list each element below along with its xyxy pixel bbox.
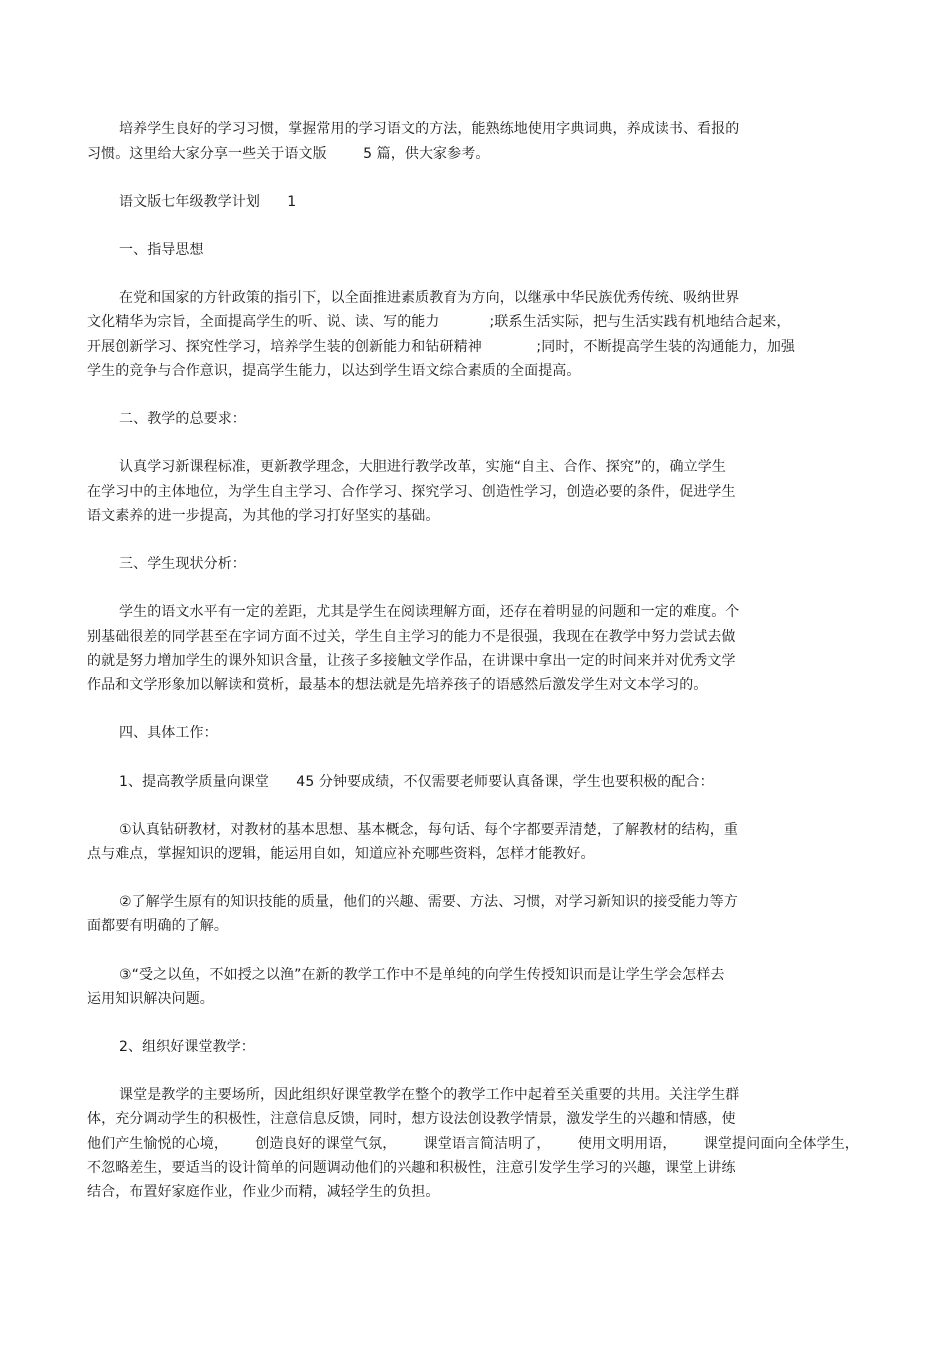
paragraph-line: 语文素养的进一步提高，为其他的学习打好坚实的基础。	[87, 508, 440, 524]
paragraph-line: 他们产生愉悦的心境， 创造良好的课堂气氛， 课堂语言简洁明了， 使用文明用语， 课堂提问面向全体学生，	[87, 1136, 859, 1152]
paragraph-line: 文化精华为宗旨，全面提高学生的听、说、读、写的能力 ;联系生活实际，把与生活实践有机地结合起来，	[87, 314, 791, 330]
work-item-2-heading: 2、组织好课堂教学：	[119, 1039, 255, 1055]
paragraph-line: ②了解学生原有的知识技能的质量，他们的兴趣、需要、方法、习惯，对学习新知识的接受能力等方	[119, 894, 738, 910]
section-heading-1: 一、指导思想	[119, 242, 204, 258]
section-heading-4: 四、具体工作：	[119, 725, 218, 741]
paragraph-line: 在学习中的主体地位，为学生自主学习、合作学习、探究学习、创造性学习，创造必要的条件，促进学生	[87, 484, 736, 500]
paragraph-line: 面都要有明确的了解。	[87, 918, 228, 934]
paragraph-line: 认真学习新课程标准，更新教学理念，大胆进行教学改革，实施“自主、合作、探究”的，确立学生	[119, 459, 726, 475]
paragraph-line: 不忽略差生，要适当的设计简单的问题调动他们的兴趣和积极性，注意引发学生学习的兴趣，课堂上讲练	[87, 1160, 736, 1176]
paragraph-line: 结合，布置好家庭作业，作业少而精，减轻学生的负担。	[87, 1184, 440, 1200]
paragraph-line: 体，充分调动学生的积极性，注意信息反馈，同时，想方设法创设教学情景，激发学生的兴趣和情感，使	[87, 1111, 736, 1127]
paragraph-line: 别基础很差的同学甚至在字词方面不过关，学生自主学习的能力不是很强，我现在在教学中努力尝试去做	[87, 629, 736, 645]
paragraph-line: 开展创新学习、探究性学习，培养学生装的创新能力和钻研精神 ;同时，不断提高学生装的沟通能力，加强	[87, 339, 796, 355]
paragraph-line: 学生的语文水平有一定的差距，尤其是学生在阅读理解方面，还存在着明显的问题和一定的难度。个	[119, 604, 740, 620]
paragraph-line: 点与难点，掌握知识的逻辑，能运用自如，知道应补充哪些资料，怎样才能教好。	[87, 846, 595, 862]
paragraph-line: 课堂是教学的主要场所，因此组织好课堂教学在整个的教学工作中起着至关重要的共用。关注学生群	[119, 1087, 740, 1103]
work-item-1-heading: 1、提高教学质量向课堂 45 分钟要成绩，不仅需要老师要认真备课，学生也要积极的配合：	[119, 774, 714, 790]
plan-title: 语文版七年级教学计划 1	[119, 194, 297, 210]
paragraph-line: ③“受之以鱼，不如授之以渔”在新的教学工作中不是单纯的向学生传授知识而是让学生学会怎样去	[119, 967, 725, 983]
intro-line-2: 习惯。这里给大家分享一些关于语文版 5 篇，供大家参考。	[87, 146, 490, 162]
paragraph-line: 的就是努力增加学生的课外知识含量，让孩子多接触文学作品，在讲课中拿出一定的时间来并对优秀文学	[87, 653, 736, 669]
section-heading-3: 三、学生现状分析：	[119, 556, 246, 572]
section-heading-2: 二、教学的总要求：	[119, 411, 246, 427]
intro-line-1: 培养学生良好的学习习惯，掌握常用的学习语文的方法，能熟练地使用字典词典，养成读书、看报的	[119, 121, 740, 137]
paragraph-line: ①认真钻研教材，对教材的基本思想、基本概念，每句话、每个字都要弄清楚，了解教材的结构，重	[119, 822, 738, 838]
paragraph-line: 运用知识解决问题。	[87, 991, 214, 1007]
paragraph-line: 在党和国家的方针政策的指引下，以全面推进素质教育为方向，以继承中华民族优秀传统、吸纳世界	[119, 290, 740, 306]
paragraph-line: 学生的竞争与合作意识，提高学生能力，以达到学生语文综合素质的全面提高。	[87, 363, 581, 379]
paragraph-line: 作品和文学形象加以解读和赏析，最基本的想法就是先培养孩子的语感然后激发学生对文本学习的。	[87, 677, 708, 693]
